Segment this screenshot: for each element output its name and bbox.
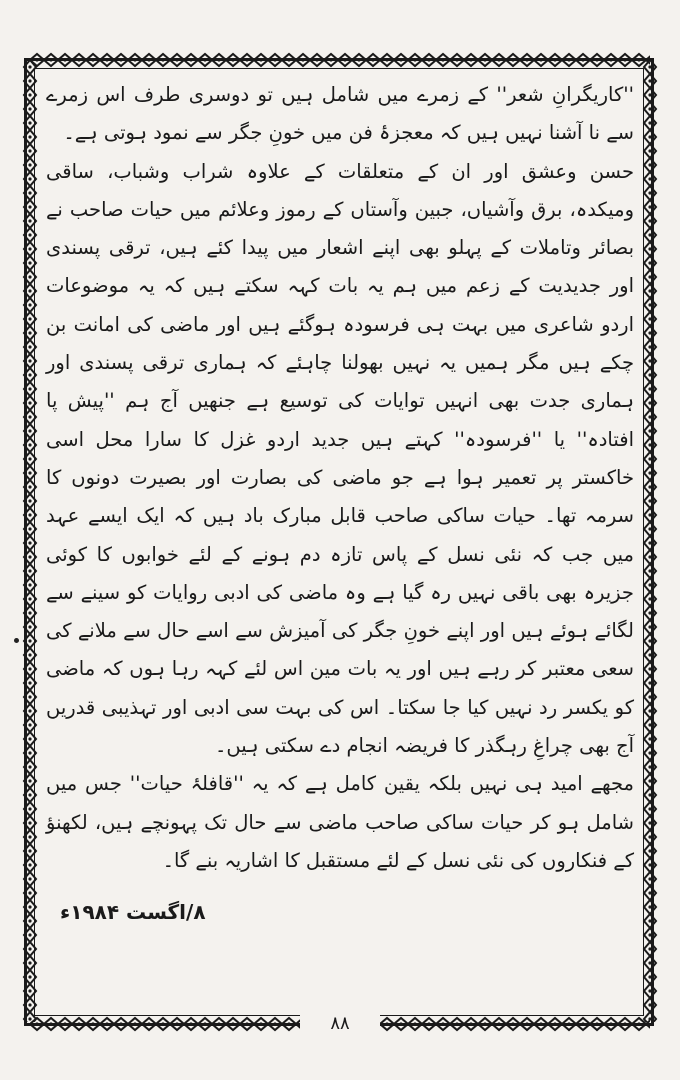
page-number: ۸۸ <box>300 1010 380 1038</box>
ornamental-border-right <box>642 60 658 1022</box>
paragraph-3: مجھے امید ہی نہیں بلکہ یقین کامل ہے کہ یہ ''قافلۂ حیات'' جس میں شامل ہو کر حیات ساکی صاحب ماضی سے حال تک پہونچے ہیں، لکھنؤ کے فنکاروں کی نئی نسل کے لئے مستقبل کا اشاریہ بنے گا۔ <box>46 772 634 872</box>
signoff-date: ۸/اگست ۱۹۸۴ء <box>60 900 206 924</box>
ornamental-border-left <box>22 60 38 1022</box>
margin-dot <box>14 638 19 643</box>
paragraph-2: حسن وعشق اور ان کے متعلقات کے علاوہ شراب وشباب، ساقی ومیکدہ، برق وآشیاں، جبین وآستاں کے رموز وعلائم میں حیات صاحب نے بصائر وتاملات کے پہلو بھی اپنے اشعار میں پیدا کئے ہیں، ترقی پسندی اور جدیدیت کے زعم میں ہم یہ بات کہہ سکتے ہیں کہ یہ موضوعات اردو شاعری میں بہت ہی فرسودہ ہوگئے ہیں اور ماضی کی امانت بن چکے ہیں مگر ہمیں یہ نہیں بھولنا چاہئے کہ ہماری ترقی پسندی اور ہماری جدت بھی انہیں توایات کی توسیع ہے جنھیں آج ہم ''پیش پا افتادہ'' یا ''فرسودہ'' کہتے ہیں جدید اردو غزل کا سارا محل اسی خاکستر پر تعمیر ہوا ہے جو ماضی کی بصارت اور بصیرت دونوں کا سرمہ تھا۔ حیات ساکی صاحب قابل مبارک باد ہیں کہ ایک ایسے عہد میں جب کہ نئی نسل کے پاس تازہ دم ہونے کے لئے خوابوں کا کوئی جزیرہ بھی باقی نہیں رہ گیا ہے وہ ماضی کی ادبی روایات کو سینے سے لگائے ہوئے ہیں اور اپنے خونِ جگر کی آمیزش سے اسے حال سے ملانے کی سعی معتبر کر رہے ہیں اور یہ بات مین اس لئے کہہ رہا ہوں کہ ماضی کو یکسر رد نہیں کیا جا سکتا۔ اس کی بہت سی ادبی اور تہذیبی قدریں آج بھی چراغِ رہگذر کا فریضہ انجام دے سکتی ہیں۔ <box>46 159 634 758</box>
paragraph-1: ''کاریگرانِ شعر'' کے زمرے میں شامل ہیں تو دوسری طرف اس زمرے سے نا آشنا نہیں ہیں کہ معجزۂ فن میں خونِ جگر سے نمود ہوتی ہے۔ <box>46 83 634 145</box>
ornamental-border-top <box>30 52 650 68</box>
page-text-body <box>46 76 634 880</box>
